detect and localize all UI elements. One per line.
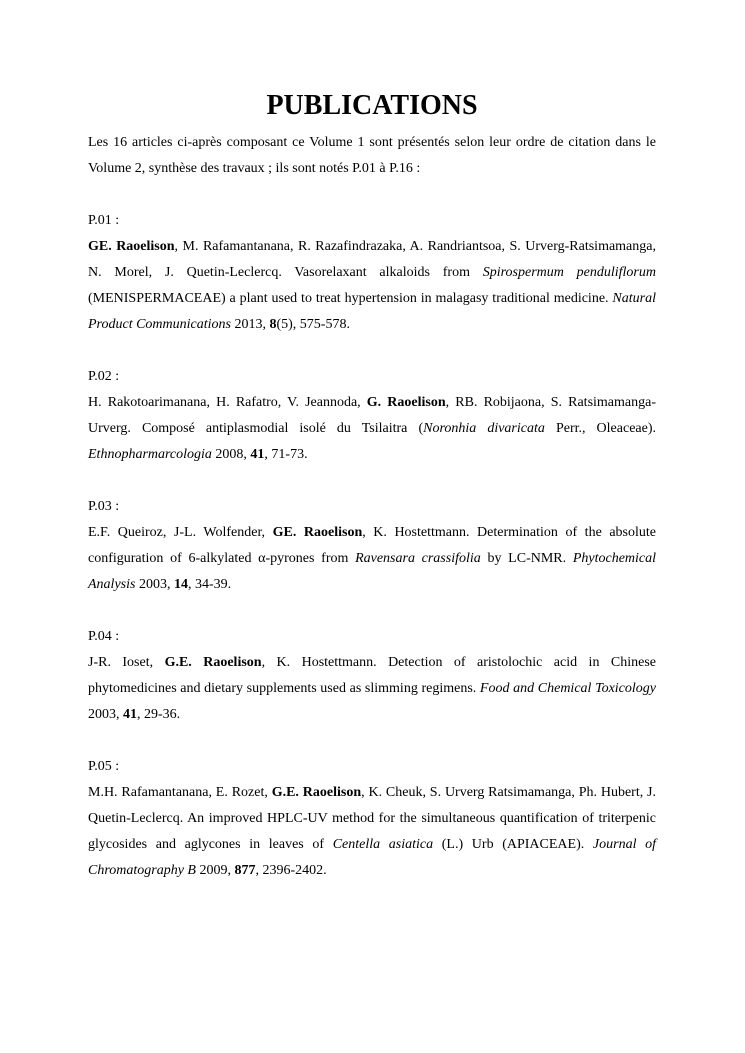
citation-text: , 34-39.: [187, 577, 232, 592]
citation-text: 2009,: [195, 863, 235, 878]
publication-list: [88, 208, 656, 884]
author-highlight: G. Raoelison: [366, 395, 446, 410]
publication-citation: [88, 520, 656, 598]
italic-text: Natural Product Communications: [88, 291, 656, 332]
publication-id: P.02 :: [88, 369, 120, 384]
citation-text: Perr., Oleaceae).: [544, 421, 656, 436]
author-highlight: 877: [234, 863, 256, 878]
publication-id: P.01 :: [88, 213, 120, 228]
citation-text: 2003,: [135, 577, 174, 592]
italic-text: Centella asiatica: [332, 837, 434, 852]
citation-text: 2008,: [211, 447, 251, 462]
page-title: PUBLICATIONS: [266, 90, 478, 121]
publication-entry: [88, 208, 656, 338]
italic-text: Ethnopharmarcologia: [88, 447, 212, 462]
citation-text: , 71-73.: [264, 447, 308, 462]
italic-text: Noronhia divaricata: [423, 421, 545, 436]
citation-text: , K. Hostettmann. Detection of aristolochic acid in Chinese phytomedicines and dietary supplements used as slimming regimens.: [88, 655, 656, 696]
citation-text: 2013,: [230, 317, 270, 332]
publication-entry: [88, 754, 656, 884]
italic-text: Ravensara crassifolia: [355, 551, 481, 566]
publication-entry: [88, 494, 656, 598]
author-highlight: GE. Raoelison: [272, 525, 363, 540]
publication-citation: [88, 234, 656, 338]
italic-text: Phytochemical Analysis: [88, 551, 657, 592]
publication-citation: [88, 650, 656, 728]
publication-id: P.03 :: [88, 499, 120, 514]
italic-text: Journal of Chromatography B: [88, 837, 656, 878]
document-page: [88, 88, 656, 910]
author-highlight: 41: [250, 447, 265, 462]
author-highlight: 14: [173, 577, 188, 592]
author-highlight: G.E. Raoelison: [271, 785, 362, 800]
citation-text: E.F. Queiroz, J-L. Wolfender,: [88, 525, 273, 540]
publication-id: P.04 :: [88, 629, 120, 644]
citation-text: 2003,: [88, 707, 123, 722]
citation-text: (L.) Urb (APIACEAE).: [433, 837, 593, 852]
citation-text: , K. Cheuk, S. Urverg Ratsimamanga, Ph. Hubert, J. Quetin-Leclercq. An improved HPLC-UV method for the simultaneous quantification of triterpenic glycosides and aglycones in leaves of: [88, 785, 657, 852]
publication-citation: [88, 780, 656, 884]
citation-text: M.H. Rafamantanana, E. Rozet,: [88, 785, 272, 800]
citation-text: , M. Rafamantanana, R. Razafindrazaka, A. Randriantsoa, S. Urverg-Ratsimamanga, N. Morel, J. Quetin-Leclercq. Vasorelaxant alkaloids from: [88, 239, 656, 280]
italic-text: Spirospermum penduliflorum: [482, 265, 656, 280]
citation-text: J-R. Ioset,: [88, 655, 165, 670]
citation-text: (MENISPERMACEAE) a plant used to treat hypertension in malagasy traditional medicine.: [88, 291, 613, 306]
citation-text: , RB. Robijaona, S. Ratsimamanga-Urverg. Composé antiplasmodial isolé du Tsilaitra (: [88, 395, 656, 436]
citation-text: , K. Hostettmann. Determination of the absolute configuration of 6-alkylated α-pyrones from: [88, 525, 656, 566]
author-highlight: G.E. Raoelison: [164, 655, 262, 670]
publication-entry: [88, 624, 656, 728]
publication-id: P.05 :: [88, 759, 120, 774]
author-highlight: 8: [269, 317, 277, 332]
publication-entry: [88, 364, 656, 468]
publication-citation: [88, 390, 656, 468]
citation-text: H. Rakotoarimanana, H. Rafatro, V. Jeannoda,: [88, 395, 367, 410]
citation-text: , 2396-2402.: [255, 863, 327, 878]
citation-text: (5), 575-578.: [276, 317, 350, 332]
citation-text: , 29-36.: [137, 707, 181, 722]
author-highlight: 41: [123, 707, 137, 722]
intro-paragraph: Les 16 articles ci-après composant ce Volume 1 sont présentés selon leur ordre de citation dans le Volume 2, synthèse des travaux ; ils sont notés P.01 à P.16 :: [88, 135, 656, 176]
italic-text: Food and Chemical Toxicology: [479, 681, 656, 696]
citation-text: by LC-NMR.: [480, 551, 573, 566]
author-highlight: GE. Raoelison: [88, 239, 175, 254]
